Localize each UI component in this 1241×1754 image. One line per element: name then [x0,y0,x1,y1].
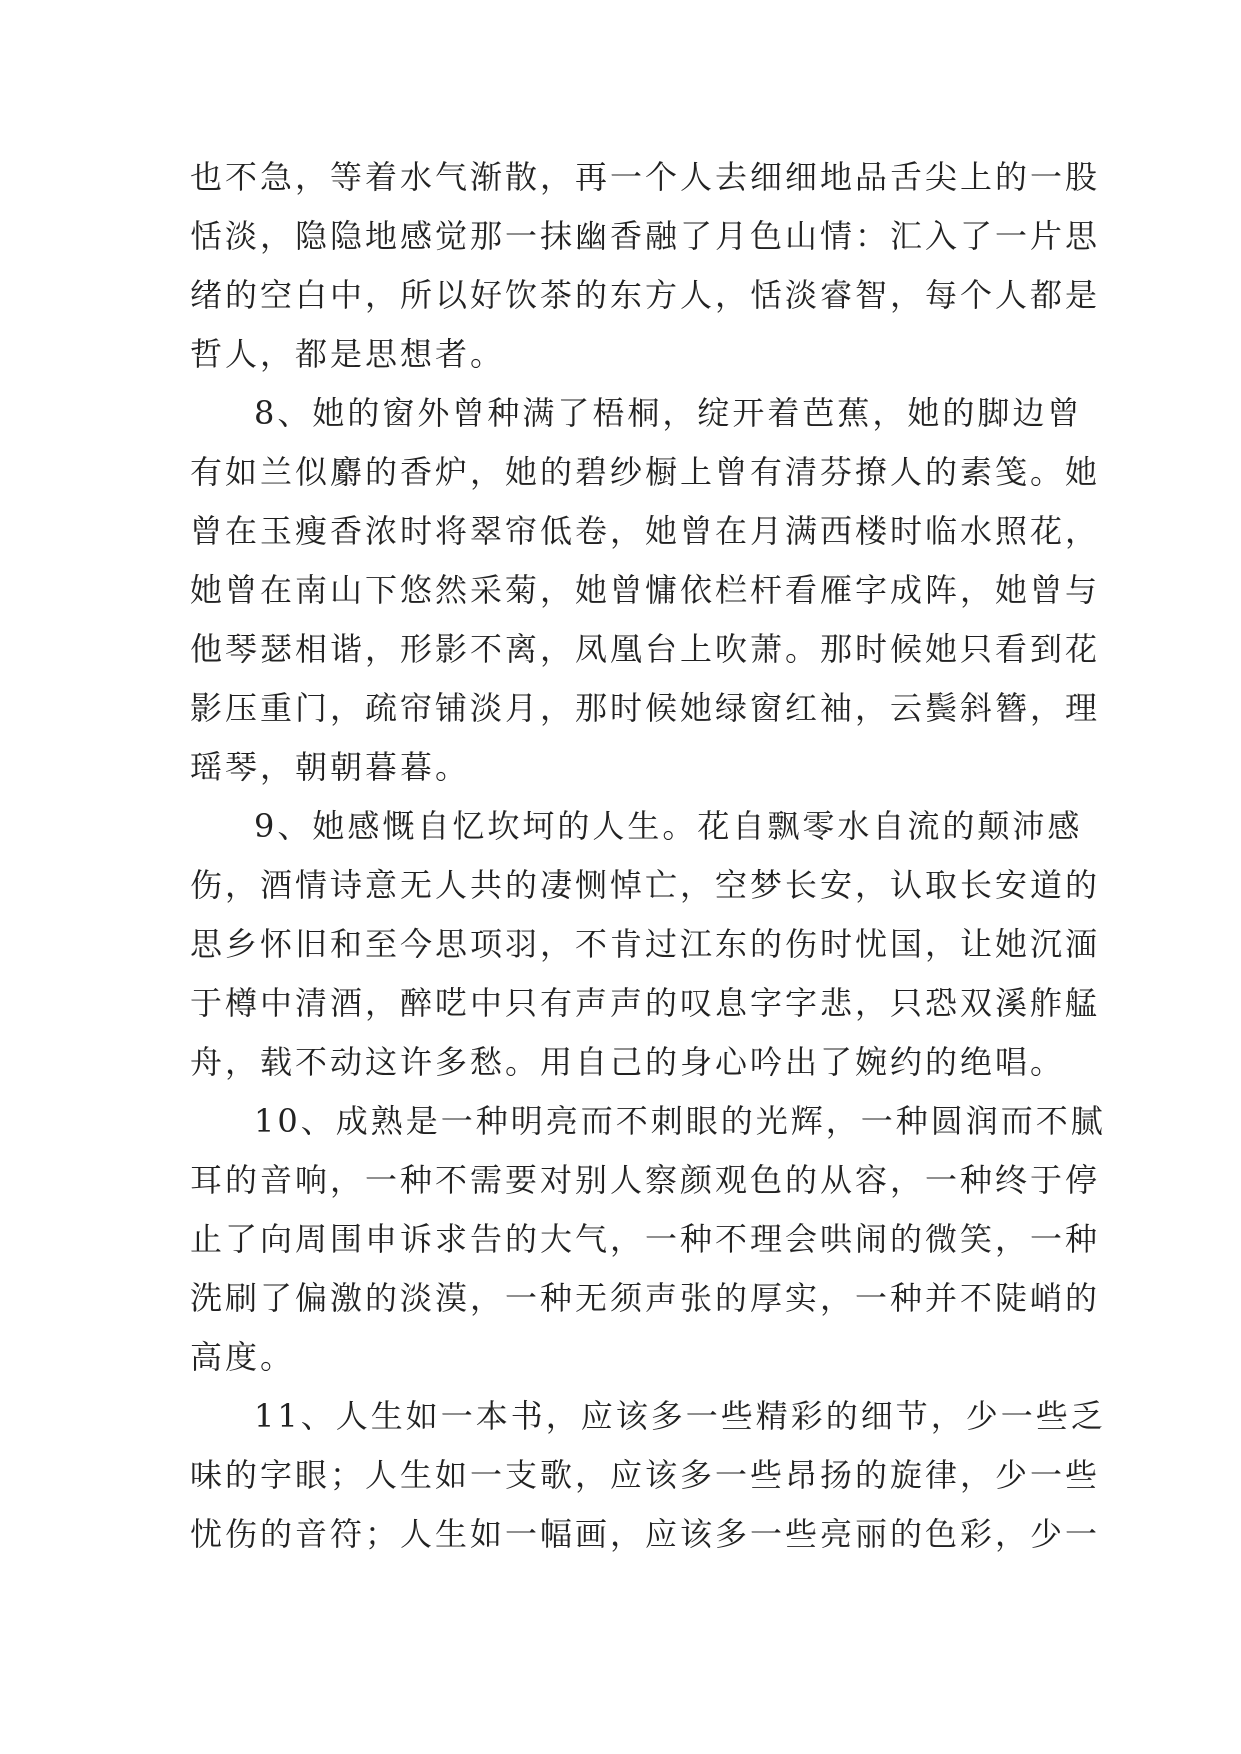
text-line: 影压重门，疏帘铺淡月，那时候她绿窗红袖，云鬓斜簪，理 [190,689,1101,727]
text-line: 他琴瑟相谐，形影不离，凤凰台上吹萧。那时候她只看到花 [190,630,1101,668]
text-line: 伤，酒情诗意无人共的凄恻悼亡，空梦长安，认取长安道的 [190,866,1101,904]
text-line: 思乡怀旧和至今思项羽，不肯过江东的伤时忧国，让她沉湎 [190,925,1101,963]
text-line: 耳的音响，一种不需要对别人察颜观色的从容，一种终于停 [190,1161,1101,1199]
text-line: 洗刷了偏激的淡漠，一种无须声张的厚实，一种并不陡峭的 [190,1279,1101,1317]
text-line: 瑶琴，朝朝暮暮。 [190,748,471,786]
text-line: 于樽中清酒，醉呓中只有声声的叹息字字悲，只恐双溪舴艋 [190,984,1101,1022]
text-line: 11、人生如一本书，应该多一些精彩的细节，少一些乏 [254,1397,1106,1435]
text-line: 哲人，都是思想者。 [190,335,506,373]
text-line: 舟，载不动这许多愁。用自己的身心吟出了婉约的绝唱。 [190,1043,1066,1081]
text-line: 止了向周围申诉求告的大气，一种不理会哄闹的微笑，一种 [190,1220,1101,1258]
text-line: 忧伤的音符；人生如一幅画，应该多一些亮丽的色彩，少一 [190,1515,1101,1553]
text-line: 高度。 [190,1338,296,1376]
text-line: 10、成熟是一种明亮而不刺眼的光辉，一种圆润而不腻 [254,1102,1106,1140]
paragraph-10 [190,1092,1106,1387]
paragraph-continuation [190,148,1101,384]
text-line: 有如兰似麝的香炉，她的碧纱橱上曾有清芬撩人的素笺。她 [190,453,1101,491]
text-line: 9、她感慨自忆坎坷的人生。花自飘零水自流的颠沛感 [254,807,1083,845]
body-text [190,148,1106,1564]
paragraph-8 [190,384,1101,797]
text-line: 绪的空白中，所以好饮茶的东方人，恬淡睿智，每个人都是 [190,276,1101,314]
paragraph-11 [190,1387,1106,1564]
text-line: 恬淡，隐隐地感觉那一抹幽香融了月色山情：汇入了一片思 [190,217,1101,255]
text-line: 曾在玉瘦香浓时将翠帘低卷，她曾在月满西楼时临水照花， [190,512,1101,550]
text-line: 也不急，等着水气渐散，再一个人去细细地品舌尖上的一股 [190,158,1101,196]
text-line: 味的字眼；人生如一支歌，应该多一些昂扬的旋律，少一些 [190,1456,1101,1494]
paragraph-9 [190,797,1101,1092]
text-line: 8、她的窗外曾种满了梧桐，绽开着芭蕉，她的脚边曾 [254,394,1083,432]
text-line: 她曾在南山下悠然采菊，她曾慵依栏杆看雁字成阵，她曾与 [190,571,1101,609]
